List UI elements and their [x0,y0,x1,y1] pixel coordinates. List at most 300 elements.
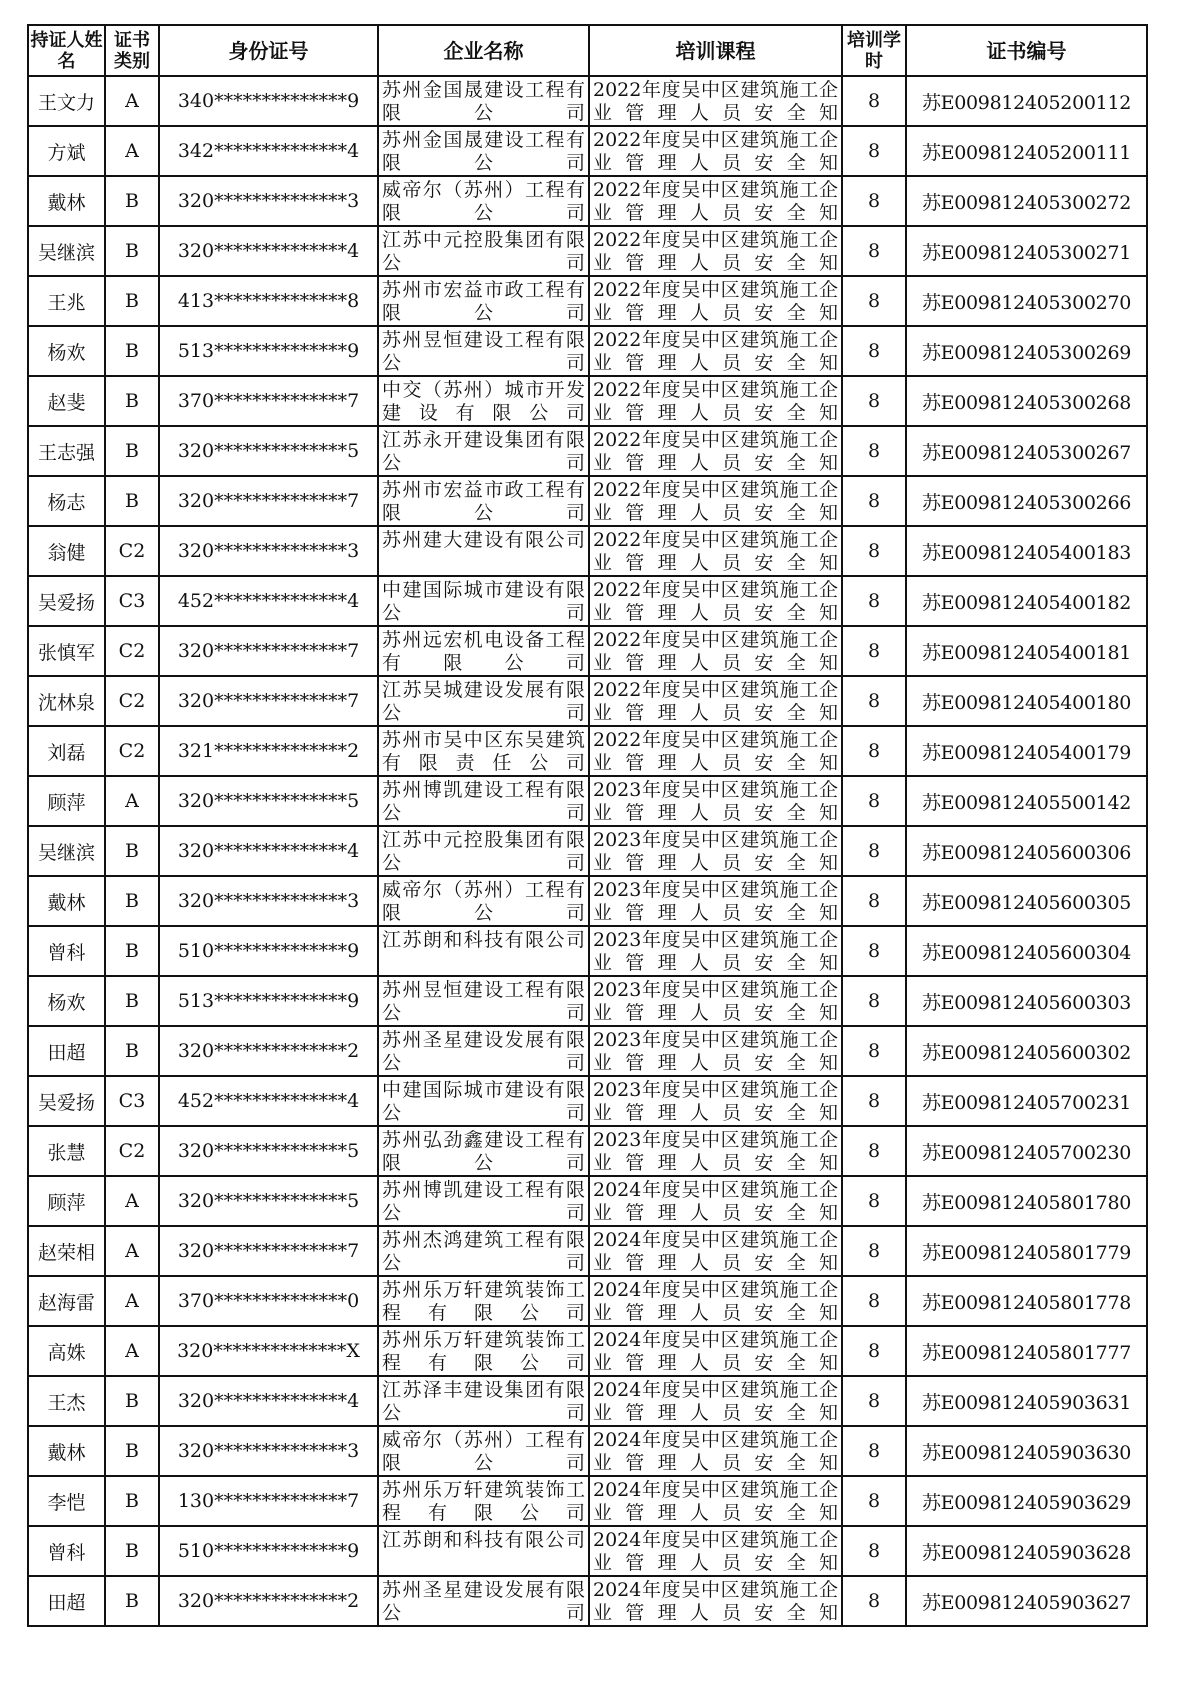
cert-number: 苏E009812405200112 [906,76,1147,126]
id-number: 413**************8 [159,276,378,326]
training-course-cell [589,376,842,426]
company-name-cell [378,926,589,976]
company-name-cell [378,726,589,776]
table-row [28,1376,1147,1426]
id-number: 510**************9 [159,926,378,976]
id-number: 340**************9 [159,76,378,126]
table-row [28,1326,1147,1376]
training-course: 2023年度吴中区建筑施工企业管理人员安全知 [593,829,838,874]
training-hours: 8 [842,476,906,526]
training-hours: 8 [842,1376,906,1426]
company-name: 苏州乐万轩建筑装饰工程有限公司 [382,1279,585,1324]
company-name: 苏州市宏益市政工程有限公司 [382,479,585,524]
training-course-cell [589,1226,842,1276]
company-name-cell [378,426,589,476]
company-name: 苏州乐万轩建筑装饰工程有限公司 [382,1329,585,1374]
certificate-table [27,24,1148,1627]
cert-category: C3 [105,1076,159,1126]
training-course: 2022年度吴中区建筑施工企业管理人员安全知 [593,729,838,774]
holder-name: 顾萍 [28,776,105,826]
training-course-cell [589,776,842,826]
cert-number: 苏E009812405700230 [906,1126,1147,1176]
training-hours: 8 [842,1276,906,1326]
cert-number: 苏E009812405400183 [906,526,1147,576]
cert-category: B [105,1026,159,1076]
cert-category: B [105,176,159,226]
training-course-cell [589,1276,842,1326]
training-course-cell [589,626,842,676]
id-number: 320**************5 [159,776,378,826]
cert-category: C2 [105,526,159,576]
holder-name: 王兆 [28,276,105,326]
holder-name: 吴继滨 [28,826,105,876]
id-number: 130**************7 [159,1476,378,1526]
table-row [28,1476,1147,1526]
header-company: 企业名称 [378,25,589,76]
table-row [28,926,1147,976]
training-course: 2023年度吴中区建筑施工企业管理人员安全知 [593,1079,838,1124]
cert-category: B [105,1476,159,1526]
company-name: 江苏吴城建设发展有限公司 [382,679,585,724]
cert-category: C3 [105,576,159,626]
cert-number: 苏E009812405300272 [906,176,1147,226]
training-course-cell [589,1176,842,1226]
cert-category: A [105,776,159,826]
cert-category: B [105,226,159,276]
company-name: 江苏中元控股集团有限公司 [382,829,585,874]
cert-category: B [105,1376,159,1426]
training-course: 2022年度吴中区建筑施工企业管理人员安全知 [593,279,838,324]
training-course: 2023年度吴中区建筑施工企业管理人员安全知 [593,879,838,924]
training-course-cell [589,176,842,226]
company-name-cell [378,826,589,876]
id-number: 510**************9 [159,1526,378,1576]
holder-name: 吴爱扬 [28,576,105,626]
id-number: 320**************7 [159,476,378,526]
holder-name: 吴爱扬 [28,1076,105,1126]
id-number: 320**************7 [159,1226,378,1276]
training-course: 2024年度吴中区建筑施工企业管理人员安全知 [593,1329,838,1374]
training-hours: 8 [842,726,906,776]
holder-name: 戴林 [28,1426,105,1476]
id-number: 370**************7 [159,376,378,426]
training-hours: 8 [842,576,906,626]
table-row [28,526,1147,576]
training-hours: 8 [842,676,906,726]
cert-number: 苏E009812405300268 [906,376,1147,426]
cert-number: 苏E009812405500142 [906,776,1147,826]
company-name: 江苏泽丰建设集团有限公司 [382,1379,585,1424]
training-course: 2022年度吴中区建筑施工企业管理人员安全知 [593,479,838,524]
id-number: 452**************4 [159,576,378,626]
table-row [28,326,1147,376]
cert-number: 苏E009812405200111 [906,126,1147,176]
training-course-cell [589,876,842,926]
company-name-cell [378,376,589,426]
training-hours: 8 [842,626,906,676]
cert-number: 苏E009812405903631 [906,1376,1147,1426]
training-hours: 8 [842,1126,906,1176]
table-row [28,576,1147,626]
company-name: 威帝尔（苏州）工程有限公司 [382,879,585,924]
company-name: 苏州杰鸿建筑工程有限公司 [382,1229,585,1274]
cert-number: 苏E009812405300270 [906,276,1147,326]
training-course-cell [589,926,842,976]
table-row [28,1176,1147,1226]
cert-category: B [105,1576,159,1626]
company-name: 江苏中元控股集团有限公司 [382,229,585,274]
company-name-cell [378,1326,589,1376]
header-category: 证书类别 [105,25,159,76]
company-name-cell [378,1026,589,1076]
table-row [28,976,1147,1026]
training-course-cell [589,726,842,776]
cert-category: B [105,326,159,376]
header-name: 持证人姓名 [28,25,105,76]
training-hours: 8 [842,176,906,226]
company-name-cell [378,676,589,726]
company-name-cell [378,1176,589,1226]
cert-category: C2 [105,1126,159,1176]
cert-number: 苏E009812405801777 [906,1326,1147,1376]
company-name-cell [378,576,589,626]
cert-number: 苏E009812405903628 [906,1526,1147,1576]
cert-category: C2 [105,726,159,776]
id-number: 452**************4 [159,1076,378,1126]
table-row [28,676,1147,726]
training-hours: 8 [842,1576,906,1626]
table-row [28,426,1147,476]
training-hours: 8 [842,1326,906,1376]
training-hours: 8 [842,276,906,326]
training-hours: 8 [842,526,906,576]
id-number: 513**************9 [159,326,378,376]
training-course-cell [589,1376,842,1426]
cert-number: 苏E009812405300271 [906,226,1147,276]
cert-number: 苏E009812405400181 [906,626,1147,676]
id-number: 320**************4 [159,226,378,276]
training-course-cell [589,226,842,276]
id-number: 320**************4 [159,826,378,876]
holder-name: 杨志 [28,476,105,526]
holder-name: 张慧 [28,1126,105,1176]
holder-name: 吴继滨 [28,226,105,276]
training-course-cell [589,526,842,576]
cert-number: 苏E009812405600303 [906,976,1147,1026]
holder-name: 赵海雷 [28,1276,105,1326]
company-name-cell [378,476,589,526]
company-name-cell [378,526,589,576]
holder-name: 刘磊 [28,726,105,776]
training-course-cell [589,1526,842,1576]
header-id-number: 身份证号 [159,25,378,76]
training-hours: 8 [842,376,906,426]
company-name: 江苏朗和科技有限公司 [382,929,585,951]
holder-name: 高姝 [28,1326,105,1376]
training-hours: 8 [842,976,906,1026]
cert-number: 苏E009812405600305 [906,876,1147,926]
training-course-cell [589,1426,842,1476]
training-course: 2023年度吴中区建筑施工企业管理人员安全知 [593,979,838,1024]
company-name: 苏州市吴中区东吴建筑有限责任公司 [382,729,585,774]
id-number: 342**************4 [159,126,378,176]
holder-name: 曾科 [28,1526,105,1576]
cert-category: A [105,1276,159,1326]
training-course: 2024年度吴中区建筑施工企业管理人员安全知 [593,1479,838,1524]
company-name-cell [378,876,589,926]
training-course: 2022年度吴中区建筑施工企业管理人员安全知 [593,329,838,374]
training-course: 2024年度吴中区建筑施工企业管理人员安全知 [593,1579,838,1624]
company-name-cell [378,176,589,226]
id-number: 320**************3 [159,526,378,576]
training-course: 2024年度吴中区建筑施工企业管理人员安全知 [593,1279,838,1324]
holder-name: 李恺 [28,1476,105,1526]
company-name-cell [378,226,589,276]
company-name: 威帝尔（苏州）工程有限公司 [382,1429,585,1474]
training-hours: 8 [842,1526,906,1576]
table-row [28,1226,1147,1276]
cert-category: B [105,376,159,426]
cert-number: 苏E009812405600306 [906,826,1147,876]
holder-name: 田超 [28,1026,105,1076]
training-course: 2024年度吴中区建筑施工企业管理人员安全知 [593,1429,838,1474]
company-name-cell [378,276,589,326]
cert-category: A [105,1226,159,1276]
table-row [28,76,1147,126]
company-name: 中交（苏州）城市开发建设有限公司 [382,379,585,424]
training-course: 2024年度吴中区建筑施工企业管理人员安全知 [593,1229,838,1274]
cert-category: B [105,1526,159,1576]
cert-category: B [105,426,159,476]
table-row [28,376,1147,426]
training-hours: 8 [842,926,906,976]
holder-name: 田超 [28,1576,105,1626]
training-course: 2022年度吴中区建筑施工企业管理人员安全知 [593,629,838,674]
cert-number: 苏E009812405903627 [906,1576,1147,1626]
table-row [28,1026,1147,1076]
training-course: 2024年度吴中区建筑施工企业管理人员安全知 [593,1179,838,1224]
id-number: 320**************4 [159,1376,378,1426]
table-row [28,1126,1147,1176]
training-course-cell [589,576,842,626]
header-row [28,25,1147,76]
id-number: 320**************5 [159,426,378,476]
cert-category: A [105,1326,159,1376]
id-number: 320**************3 [159,176,378,226]
company-name-cell [378,76,589,126]
training-course-cell [589,1326,842,1376]
table-row [28,726,1147,776]
training-course-cell [589,1126,842,1176]
cert-number: 苏E009812405300266 [906,476,1147,526]
training-course-cell [589,276,842,326]
company-name-cell [378,326,589,376]
training-course-cell [589,76,842,126]
training-course: 2023年度吴中区建筑施工企业管理人员安全知 [593,929,838,974]
table-row [28,1276,1147,1326]
training-course: 2022年度吴中区建筑施工企业管理人员安全知 [593,679,838,724]
id-number: 320**************2 [159,1576,378,1626]
table-row [28,276,1147,326]
company-name-cell [378,1226,589,1276]
training-course: 2024年度吴中区建筑施工企业管理人员安全知 [593,1529,838,1574]
company-name-cell [378,1476,589,1526]
header-course: 培训课程 [589,25,842,76]
cert-category: B [105,1426,159,1476]
company-name-cell [378,1376,589,1426]
company-name: 江苏永开建设集团有限公司 [382,429,585,474]
cert-number: 苏E009812405801778 [906,1276,1147,1326]
training-hours: 8 [842,1426,906,1476]
company-name: 中建国际城市建设有限公司 [382,579,585,624]
cert-number: 苏E009812405801779 [906,1226,1147,1276]
id-number: 320**************5 [159,1126,378,1176]
training-hours: 8 [842,876,906,926]
training-course: 2022年度吴中区建筑施工企业管理人员安全知 [593,429,838,474]
holder-name: 王杰 [28,1376,105,1426]
holder-name: 顾萍 [28,1176,105,1226]
id-number: 320**************X [159,1326,378,1376]
table-row [28,476,1147,526]
company-name-cell [378,1076,589,1126]
company-name-cell [378,1426,589,1476]
cert-category: A [105,1176,159,1226]
training-course-cell [589,976,842,1026]
holder-name: 曾科 [28,926,105,976]
training-hours: 8 [842,126,906,176]
training-hours: 8 [842,776,906,826]
training-hours: 8 [842,226,906,276]
training-course-cell [589,326,842,376]
company-name-cell [378,1576,589,1626]
cert-number: 苏E009812405600304 [906,926,1147,976]
id-number: 320**************5 [159,1176,378,1226]
cert-number: 苏E009812405801780 [906,1176,1147,1226]
training-course: 2022年度吴中区建筑施工企业管理人员安全知 [593,229,838,274]
company-name-cell [378,976,589,1026]
id-number: 320**************7 [159,676,378,726]
cert-number: 苏E009812405400179 [906,726,1147,776]
company-name: 苏州市宏益市政工程有限公司 [382,279,585,324]
holder-name: 沈林泉 [28,676,105,726]
company-name: 苏州弘劲鑫建设工程有限公司 [382,1129,585,1174]
id-number: 320**************7 [159,626,378,676]
training-course-cell [589,126,842,176]
company-name: 苏州金国晟建设工程有限公司 [382,79,585,124]
cert-category: A [105,126,159,176]
company-name: 威帝尔（苏州）工程有限公司 [382,179,585,224]
table-row [28,1076,1147,1126]
cert-number: 苏E009812405903630 [906,1426,1147,1476]
training-hours: 8 [842,426,906,476]
company-name: 苏州昱恒建设工程有限公司 [382,329,585,374]
id-number: 513**************9 [159,976,378,1026]
training-course: 2022年度吴中区建筑施工企业管理人员安全知 [593,579,838,624]
header-hours: 培训学时 [842,25,906,76]
cert-number: 苏E009812405300267 [906,426,1147,476]
training-course-cell [589,1476,842,1526]
company-name-cell [378,1526,589,1576]
company-name-cell [378,1276,589,1326]
company-name: 苏州圣星建设发展有限公司 [382,1029,585,1074]
holder-name: 戴林 [28,876,105,926]
cert-category: B [105,826,159,876]
company-name-cell [378,626,589,676]
holder-name: 翁健 [28,526,105,576]
company-name: 江苏朗和科技有限公司 [382,1529,585,1551]
table-row [28,776,1147,826]
table-row [28,176,1147,226]
company-name: 苏州博凯建设工程有限公司 [382,779,585,824]
company-name-cell [378,1126,589,1176]
training-hours: 8 [842,1076,906,1126]
cert-category: A [105,76,159,126]
cert-number: 苏E009812405300269 [906,326,1147,376]
training-course-cell [589,1076,842,1126]
training-course-cell [589,676,842,726]
training-course: 2022年度吴中区建筑施工企业管理人员安全知 [593,129,838,174]
company-name: 苏州乐万轩建筑装饰工程有限公司 [382,1479,585,1524]
cert-category: C2 [105,626,159,676]
company-name: 苏州博凯建设工程有限公司 [382,1179,585,1224]
holder-name: 杨欢 [28,976,105,1026]
holder-name: 戴林 [28,176,105,226]
training-course: 2023年度吴中区建筑施工企业管理人员安全知 [593,1129,838,1174]
table-row [28,1426,1147,1476]
table-row [28,1576,1147,1626]
training-course: 2022年度吴中区建筑施工企业管理人员安全知 [593,79,838,124]
training-course: 2022年度吴中区建筑施工企业管理人员安全知 [593,179,838,224]
training-course-cell [589,1576,842,1626]
id-number: 320**************3 [159,1426,378,1476]
cert-category: C2 [105,676,159,726]
training-course: 2022年度吴中区建筑施工企业管理人员安全知 [593,529,838,574]
header-cert-number: 证书编号 [906,25,1147,76]
cert-category: B [105,876,159,926]
training-course-cell [589,826,842,876]
company-name: 苏州建大建设有限公司 [382,529,585,551]
id-number: 370**************0 [159,1276,378,1326]
cert-number: 苏E009812405400180 [906,676,1147,726]
training-course: 2023年度吴中区建筑施工企业管理人员安全知 [593,779,838,824]
training-course: 2024年度吴中区建筑施工企业管理人员安全知 [593,1379,838,1424]
training-hours: 8 [842,1226,906,1276]
holder-name: 王志强 [28,426,105,476]
id-number: 320**************2 [159,1026,378,1076]
table-row [28,126,1147,176]
holder-name: 张慎军 [28,626,105,676]
table-row [28,626,1147,676]
holder-name: 方斌 [28,126,105,176]
holder-name: 杨欢 [28,326,105,376]
id-number: 320**************3 [159,876,378,926]
training-hours: 8 [842,1476,906,1526]
company-name: 苏州远宏机电设备工程有限公司 [382,629,585,674]
cert-category: B [105,976,159,1026]
training-course-cell [589,426,842,476]
cert-category: B [105,476,159,526]
holder-name: 赵荣相 [28,1226,105,1276]
company-name: 苏州金国晟建设工程有限公司 [382,129,585,174]
table-row [28,876,1147,926]
holder-name: 赵斐 [28,376,105,426]
id-number: 321**************2 [159,726,378,776]
training-hours: 8 [842,1176,906,1226]
company-name: 中建国际城市建设有限公司 [382,1079,585,1124]
training-course: 2023年度吴中区建筑施工企业管理人员安全知 [593,1029,838,1074]
training-course-cell [589,1026,842,1076]
company-name: 苏州圣星建设发展有限公司 [382,1579,585,1624]
